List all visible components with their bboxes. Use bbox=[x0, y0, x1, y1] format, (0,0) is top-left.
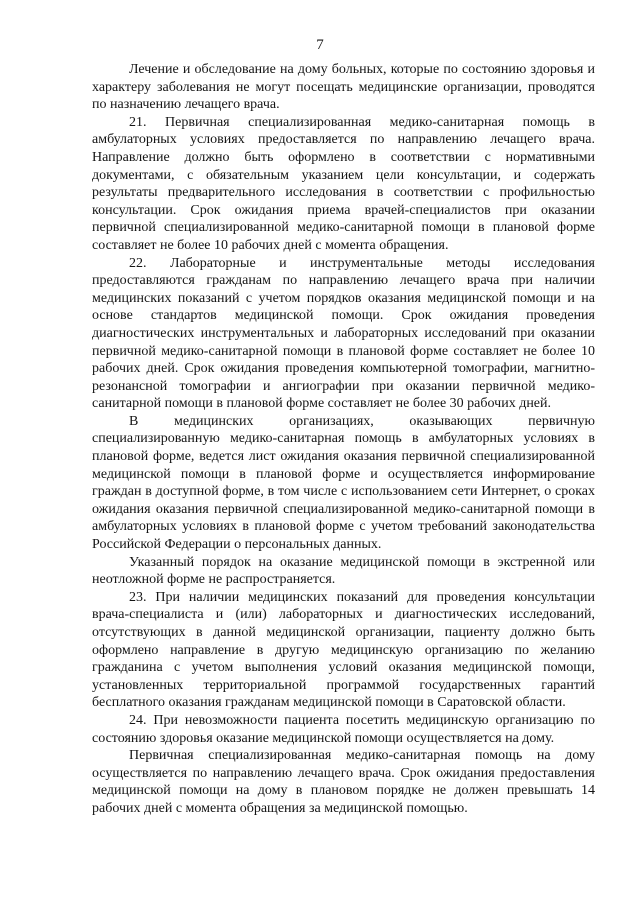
paragraph-home-treatment: Лечение и обследование на дому больных, которые по состоянию здоровья и характеру заболевания не могут посещать медицинские организации, проводятся по назначению лечащего врача. bbox=[92, 62, 595, 113]
paragraph-home-care-terms: Первичная специализированная медико-санитарная помощь на дому осуществляется по направлению лечащего врача. Срок ожидания предоставления медицинской помощи на дому в плановом порядке не должен превышать 14 рабочих дней с момента обращения за медицинской помощью. bbox=[92, 748, 595, 816]
paragraph-emergency-exception: Указанный порядок на оказание медицинской помощи в экстренной или неотложной форме не распространяется. bbox=[92, 554, 595, 588]
paragraph-23-referral: 23. При наличии медицинских показаний для проведения консультации врача-специалиста и (или) лабораторных и диагностических исследований, отсутствующих в данной медицинской организации, пациенту должно быть оформлено направление в другую медицинскую организацию по желанию гражданина с учетом выполнения условий оказания медицинской помощи, установленных территориальной программой государственных гарантий бесплатного оказания гражданам медицинской помощи в Саратовской области. bbox=[92, 589, 595, 711]
paragraph-22-lab-methods: 22. Лабораторные и инструментальные методы исследования предоставляются гражданам по направлению лечащего врача при наличии медицинских показаний с учетом порядков оказания медицинской помощи и на основе стандартов медицинской помощи. Срок ожидания проведения диагностических инструментальных и лабораторных исследований при оказании первичной медико-санитарной помощи в плановой форме составляет не более 10 рабочих дней. Срок ожидания проведения компьютерной томографии, магнитно-резонансной томографии и ангиографии при оказании первичной медико-санитарной помощи в плановой форме составляет не более 30 рабочих дней. bbox=[92, 255, 595, 412]
page-number: 7 bbox=[316, 37, 324, 53]
paragraph-21-specialized-care: 21. Первичная специализированная медико-санитарная помощь в амбулаторных условиях предоставляется по направлению лечащего врача. Направление должно быть оформлено в соответствии с нормативными документами, с обязательным указанием цели консультации, и содержать результаты предварительного исследования в соответствии с профильностью консультации. Срок ожидания приема врачей-специалистов при оказании первичной специализированной медико-санитарной помощи в плановой форме составляет не более 10 рабочих дней с момента обращения. bbox=[92, 114, 595, 253]
paragraph-waiting-list: В медицинских организациях, оказывающих первичную специализированную медико-санитарная помощь в амбулаторных условиях в плановой форме, ведется лист ожидания оказания первичной специализированной медицинской помощи в плановой форме и осуществляется информирование граждан в доступной форме, в том числе с использованием сети Интернет, о сроках ожидания оказания первичной специализированной медико-санитарной помощи в амбулаторных условиях в плановой форме с учетом требований законодательства Российской Федерации о персональных данных. bbox=[92, 413, 595, 553]
document-body bbox=[92, 61, 595, 818]
paragraph-24-home-visit: 24. При невозможности пациента посетить медицинскую организацию по состоянию здоровья оказание медицинской помощи осуществляется на дому. bbox=[92, 712, 595, 746]
